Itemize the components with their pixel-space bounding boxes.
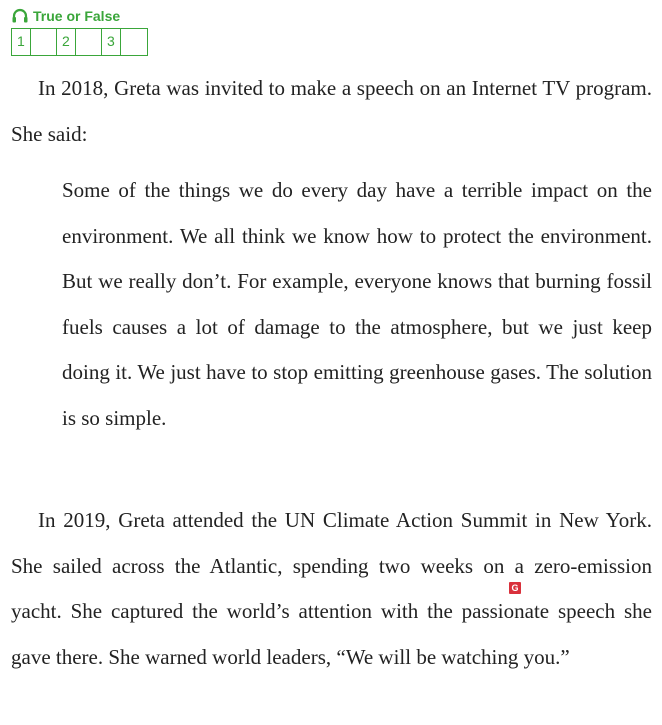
answer-box-divider [120,29,121,55]
answer-box-3[interactable] [102,29,147,55]
paragraph-intro: In 2018, Greta was invited to make a speech on an Internet TV program. She said: [11,76,652,146]
answer-boxes [11,28,148,56]
glossary-marker-icon[interactable]: G [509,582,521,594]
answer-box-1[interactable] [12,29,57,55]
section-title: True or False [33,8,121,24]
answer-box-divider [30,29,31,55]
section-header [11,8,120,24]
answer-box-number: 2 [62,33,70,49]
answer-box-divider [75,29,76,55]
headphones-icon[interactable] [11,8,29,24]
paragraph-summit: In 2019, Greta attended the UN Climate Action Summit in New York. She sailed across the Atlantic, spending two weeks on a zero-emission yacht. She captured the world’s attention with the passionate speech she gave there. She warned world leaders, “We will be watching you.” [11,508,652,669]
answer-box-number: 3 [107,33,115,49]
answer-box-number: 1 [17,33,25,49]
answer-box-2[interactable] [57,29,102,55]
quoted-speech: Some of the things we do every day have a terrible impact on the environment. We all think we know how to protect the environment. But we really don’t. For example, everyone knows that burning fossil fuels causes a lot of damage to the atmosphere, but we just keep doing it. We just have to stop emitting greenhouse gases. The solution is so simple. [62,178,652,430]
